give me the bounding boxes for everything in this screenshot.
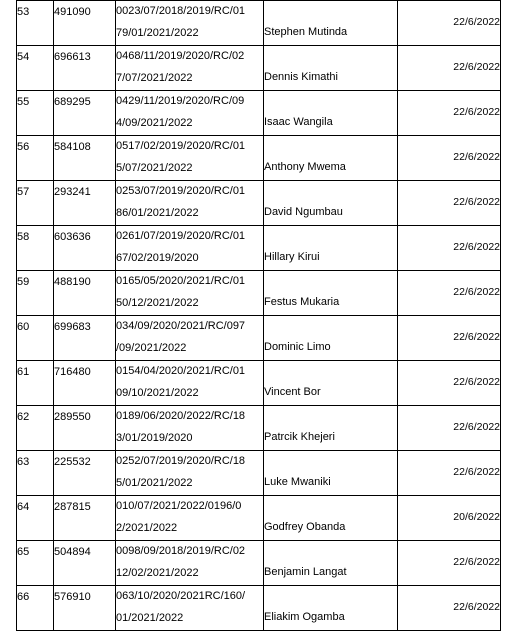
reference-line-1: 0189/06/2020/2022/RC/18 — [116, 410, 246, 422]
reference-line-2: 50/12/2021/2022 — [116, 297, 199, 309]
reference-line-2: 5/07/2021/2022 — [116, 162, 193, 174]
person-name: Dennis Kimathi — [264, 71, 338, 83]
row-number: 57 — [17, 186, 30, 198]
person-name: Patrcik Khejeri — [264, 431, 335, 443]
date-cell — [398, 541, 501, 586]
reference-line-1: 0252/07/2019/2020/RC/18 — [116, 455, 246, 467]
row-number: 65 — [17, 546, 30, 558]
row-number-cell — [17, 136, 54, 181]
table-row — [17, 541, 501, 586]
record-date: 22/6/2022 — [453, 556, 500, 568]
record-id-cell — [54, 181, 116, 226]
row-number: 58 — [17, 231, 30, 243]
row-number-cell — [17, 1, 54, 46]
table-row — [17, 496, 501, 541]
record-date: 20/6/2022 — [453, 511, 500, 523]
reference-cell — [116, 181, 264, 226]
reference-cell — [116, 226, 264, 271]
name-cell — [264, 451, 398, 496]
table-row — [17, 181, 501, 226]
reference-cell — [116, 496, 264, 541]
table-row — [17, 406, 501, 451]
row-number: 64 — [17, 501, 30, 513]
record-date: 22/6/2022 — [453, 331, 500, 343]
person-name: Festus Mukaria — [264, 296, 340, 308]
record-id-cell — [54, 136, 116, 181]
record-date: 22/6/2022 — [453, 601, 500, 613]
date-cell — [398, 271, 501, 316]
person-name: Eliakim Ogamba — [264, 611, 345, 623]
record-id: 287815 — [54, 501, 91, 513]
person-name: Hillary Kirui — [264, 251, 320, 263]
table-row — [17, 1, 501, 46]
record-id-cell — [54, 406, 116, 451]
row-number-cell — [17, 451, 54, 496]
record-id: 488190 — [54, 276, 91, 288]
date-cell — [398, 1, 501, 46]
record-id: 491090 — [54, 6, 91, 18]
record-id: 696613 — [54, 51, 91, 63]
records-table — [16, 0, 501, 631]
record-id: 716480 — [54, 366, 91, 378]
name-cell — [264, 46, 398, 91]
row-number: 54 — [17, 51, 30, 63]
reference-line-2: 09/10/2021/2022 — [116, 387, 199, 399]
date-cell — [398, 226, 501, 271]
name-cell — [264, 541, 398, 586]
date-cell — [398, 586, 501, 631]
table-row — [17, 226, 501, 271]
name-cell — [264, 91, 398, 136]
reference-cell — [116, 271, 264, 316]
record-date: 22/6/2022 — [453, 151, 500, 163]
row-number-cell — [17, 496, 54, 541]
name-cell — [264, 496, 398, 541]
record-id: 289550 — [54, 411, 91, 423]
record-id-cell — [54, 361, 116, 406]
row-number-cell — [17, 406, 54, 451]
record-id-cell — [54, 586, 116, 631]
reference-cell — [116, 406, 264, 451]
row-number: 66 — [17, 591, 30, 603]
person-name: Anthony Mwema — [264, 161, 346, 173]
person-name: Dominic Limo — [264, 341, 331, 353]
reference-cell — [116, 541, 264, 586]
record-id-cell — [54, 451, 116, 496]
reference-line-2: 12/02/2021/2022 — [116, 567, 199, 579]
reference-line-1: 0023/07/2018/2019/RC/01 — [116, 5, 246, 17]
record-id: 699683 — [54, 321, 91, 333]
name-cell — [264, 181, 398, 226]
record-id: 576910 — [54, 591, 91, 603]
row-number-cell — [17, 541, 54, 586]
row-number-cell — [17, 181, 54, 226]
record-date: 22/6/2022 — [453, 196, 500, 208]
row-number: 53 — [17, 6, 30, 18]
person-name: Benjamin Langat — [264, 566, 347, 578]
row-number-cell — [17, 361, 54, 406]
date-cell — [398, 46, 501, 91]
record-date: 22/6/2022 — [453, 16, 500, 28]
record-id-cell — [54, 91, 116, 136]
table-row — [17, 361, 501, 406]
name-cell — [264, 361, 398, 406]
reference-line-2: 86/01/2021/2022 — [116, 207, 199, 219]
record-id-cell — [54, 316, 116, 361]
person-name: Isaac Wangila — [264, 116, 333, 128]
person-name: Stephen Mutinda — [264, 26, 348, 38]
reference-line-2: 67/02/2019/2020 — [116, 252, 199, 264]
reference-line-2: 01/2021/2022 — [116, 612, 184, 624]
name-cell — [264, 316, 398, 361]
table-row — [17, 136, 501, 181]
row-number-cell — [17, 46, 54, 91]
table-row — [17, 451, 501, 496]
name-cell — [264, 406, 398, 451]
records-table-body — [17, 1, 501, 631]
record-id: 584108 — [54, 141, 91, 153]
person-name: Vincent Bor — [264, 386, 321, 398]
person-name: Luke Mwaniki — [264, 476, 331, 488]
reference-cell — [116, 46, 264, 91]
reference-line-1: 0154/04/2020/2021/RC/01 — [116, 365, 246, 377]
date-cell — [398, 316, 501, 361]
record-date: 22/6/2022 — [453, 286, 500, 298]
name-cell — [264, 586, 398, 631]
date-cell — [398, 136, 501, 181]
row-number-cell — [17, 271, 54, 316]
table-row — [17, 316, 501, 361]
name-cell — [264, 136, 398, 181]
record-id: 293241 — [54, 186, 91, 198]
table-row — [17, 46, 501, 91]
reference-line-1: 0468/11/2019/2020/RC/02 — [116, 50, 245, 62]
reference-cell — [116, 136, 264, 181]
record-id-cell — [54, 1, 116, 46]
row-number: 56 — [17, 141, 30, 153]
reference-line-1: 0165/05/2020/2021/RC/01 — [116, 275, 246, 287]
reference-cell — [116, 91, 264, 136]
record-date: 22/6/2022 — [453, 106, 500, 118]
record-id-cell — [54, 226, 116, 271]
row-number-cell — [17, 316, 54, 361]
row-number-cell — [17, 91, 54, 136]
reference-line-1: 0098/09/2018/2019/RC/02 — [116, 545, 246, 557]
row-number-cell — [17, 226, 54, 271]
record-date: 22/6/2022 — [453, 241, 500, 253]
name-cell — [264, 226, 398, 271]
reference-line-1: 0517/02/2019/2020/RC/01 — [116, 140, 246, 152]
date-cell — [398, 496, 501, 541]
row-number: 60 — [17, 321, 30, 333]
reference-line-2: 7/07/2021/2022 — [116, 72, 193, 84]
reference-line-2: 5/01/2021/2022 — [116, 477, 193, 489]
reference-line-1: 0253/07/2019/2020/RC/01 — [116, 185, 246, 197]
table-row — [17, 91, 501, 136]
reference-line-2: /09/2021/2022 — [116, 342, 187, 354]
table-row — [17, 271, 501, 316]
date-cell — [398, 361, 501, 406]
row-number: 61 — [17, 366, 30, 378]
record-id: 689295 — [54, 96, 91, 108]
reference-line-2: 2/2021/2022 — [116, 522, 178, 534]
row-number: 63 — [17, 456, 30, 468]
reference-line-2: 79/01/2021/2022 — [116, 27, 199, 39]
record-id-cell — [54, 496, 116, 541]
row-number: 55 — [17, 96, 30, 108]
reference-cell — [116, 586, 264, 631]
reference-line-2: 4/09/2021/2022 — [116, 117, 193, 129]
record-id: 603636 — [54, 231, 91, 243]
reference-line-1: 0261/07/2019/2020/RC/01 — [116, 230, 246, 242]
reference-cell — [116, 451, 264, 496]
row-number: 59 — [17, 276, 30, 288]
person-name: David Ngumbau — [264, 206, 343, 218]
row-number: 62 — [17, 411, 30, 423]
reference-line-2: 3/01/2019/2020 — [116, 432, 193, 444]
record-id: 504894 — [54, 546, 91, 558]
date-cell — [398, 181, 501, 226]
row-number-cell — [17, 586, 54, 631]
reference-cell — [116, 1, 264, 46]
record-date: 22/6/2022 — [453, 376, 500, 388]
date-cell — [398, 91, 501, 136]
reference-line-1: 063/10/2020/2021RC/160/ — [116, 590, 246, 602]
name-cell — [264, 1, 398, 46]
reference-line-1: 034/09/2020/2021/RC/097 — [116, 320, 246, 332]
record-id: 225532 — [54, 456, 91, 468]
date-cell — [398, 406, 501, 451]
date-cell — [398, 451, 501, 496]
record-id-cell — [54, 46, 116, 91]
record-id-cell — [54, 271, 116, 316]
record-date: 22/6/2022 — [453, 466, 500, 478]
person-name: Godfrey Obanda — [264, 521, 346, 533]
name-cell — [264, 271, 398, 316]
record-date: 22/6/2022 — [453, 421, 500, 433]
record-id-cell — [54, 541, 116, 586]
reference-cell — [116, 316, 264, 361]
reference-line-1: 010/07/2021/2022/0196/0 — [116, 500, 242, 512]
reference-cell — [116, 361, 264, 406]
reference-line-1: 0429/11/2019/2020/RC/09 — [116, 95, 245, 107]
table-row — [17, 586, 501, 631]
record-date: 22/6/2022 — [453, 61, 500, 73]
